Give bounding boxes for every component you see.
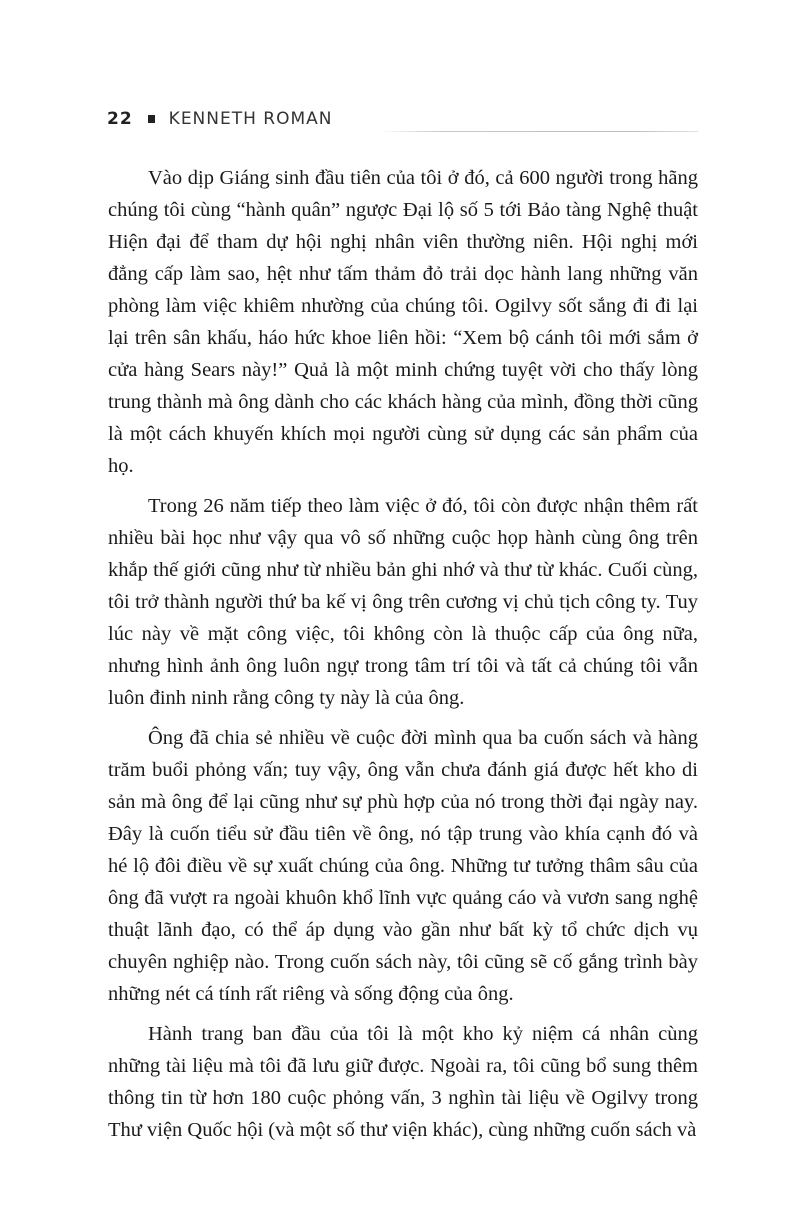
paragraph: Vào dịp Giáng sinh đầu tiên của tôi ở đó, cả 600 người trong hãng chúng tôi cùng “hành quân” ngược Đại lộ số 5 tới Bảo tàng Nghệ thuật Hiện đại để tham dự hội nghị nhân viên thường niên. Hội nghị mới đẳng cấp làm sao, hệt như tấm thảm đỏ trải dọc hành lang những văn phòng làm việc khiêm nhường của chúng tôi. Ogilvy sốt sắng đi đi lại lại trên sân khấu, háo hức khoe liên hồi: “Xem bộ cánh tôi mới sắm ở cửa hàng Sears này!” Quả là một minh chứng tuyệt vời cho thấy lòng trung thành mà ông dành cho các khách hàng của mình, đồng thời cũng là một cách khuyến khích mọi người cùng sử dụng các sản phẩm của họ.	[108, 167, 698, 477]
square-bullet-icon	[148, 115, 155, 123]
header-rule	[378, 131, 698, 132]
page-number: 22	[107, 109, 133, 129]
paragraph: Trong 26 năm tiếp theo làm việc ở đó, tôi còn được nhận thêm rất nhiều bài học như vậy qua vô số những cuộc họp hành cùng ông trên khắp thế giới cũng như từ nhiều bản ghi nhớ và thư từ khác. Cuối cùng, tôi trở thành người thứ ba kế vị ông trên cương vị chủ tịch công ty. Tuy lúc này về mặt công việc, tôi không còn là thuộc cấp của ông nữa, nhưng hình ảnh ông luôn ngự trong tâm trí tôi và tất cả chúng tôi vẫn luôn đinh ninh rằng công ty này là của ông.	[108, 495, 698, 709]
paragraph: Ông đã chia sẻ nhiều về cuộc đời mình qua ba cuốn sách và hàng trăm buổi phỏng vấn; tuy vậy, ông vẫn chưa đánh giá được hết kho di sản mà ông để lại cũng như sự phù hợp của nó trong thời đại ngày nay. Đây là cuốn tiểu sử đầu tiên về ông, nó tập trung vào khía cạnh đó và hé lộ đôi điều về sự xuất chúng của ông. Những tư tưởng thâm sâu của ông đã vượt ra ngoài khuôn khổ lĩnh vực quảng cáo và vươn sang nghệ thuật lãnh đạo, có thể áp dụng vào gần như bất kỳ tổ chức dịch vụ chuyên nghiệp nào. Trong cuốn sách này, tôi cũng sẽ cố gắng trình bày những nét cá tính rất riêng và sống động của ông.	[108, 727, 698, 1005]
paragraph: Hành trang ban đầu của tôi là một kho kỷ niệm cá nhân cùng những tài liệu mà tôi đã lưu giữ được. Ngoài ra, tôi cũng bổ sung thêm thông tin từ hơn 180 cuộc phỏng vấn, 3 nghìn tài liệu về Ogilvy trong Thư viện Quốc hội (và một số thư viện khác), cùng những cuốn sách và	[108, 1023, 698, 1141]
page-body	[108, 162, 698, 1154]
author-name: KENNETH ROMAN	[168, 109, 333, 129]
running-head	[107, 106, 333, 132]
